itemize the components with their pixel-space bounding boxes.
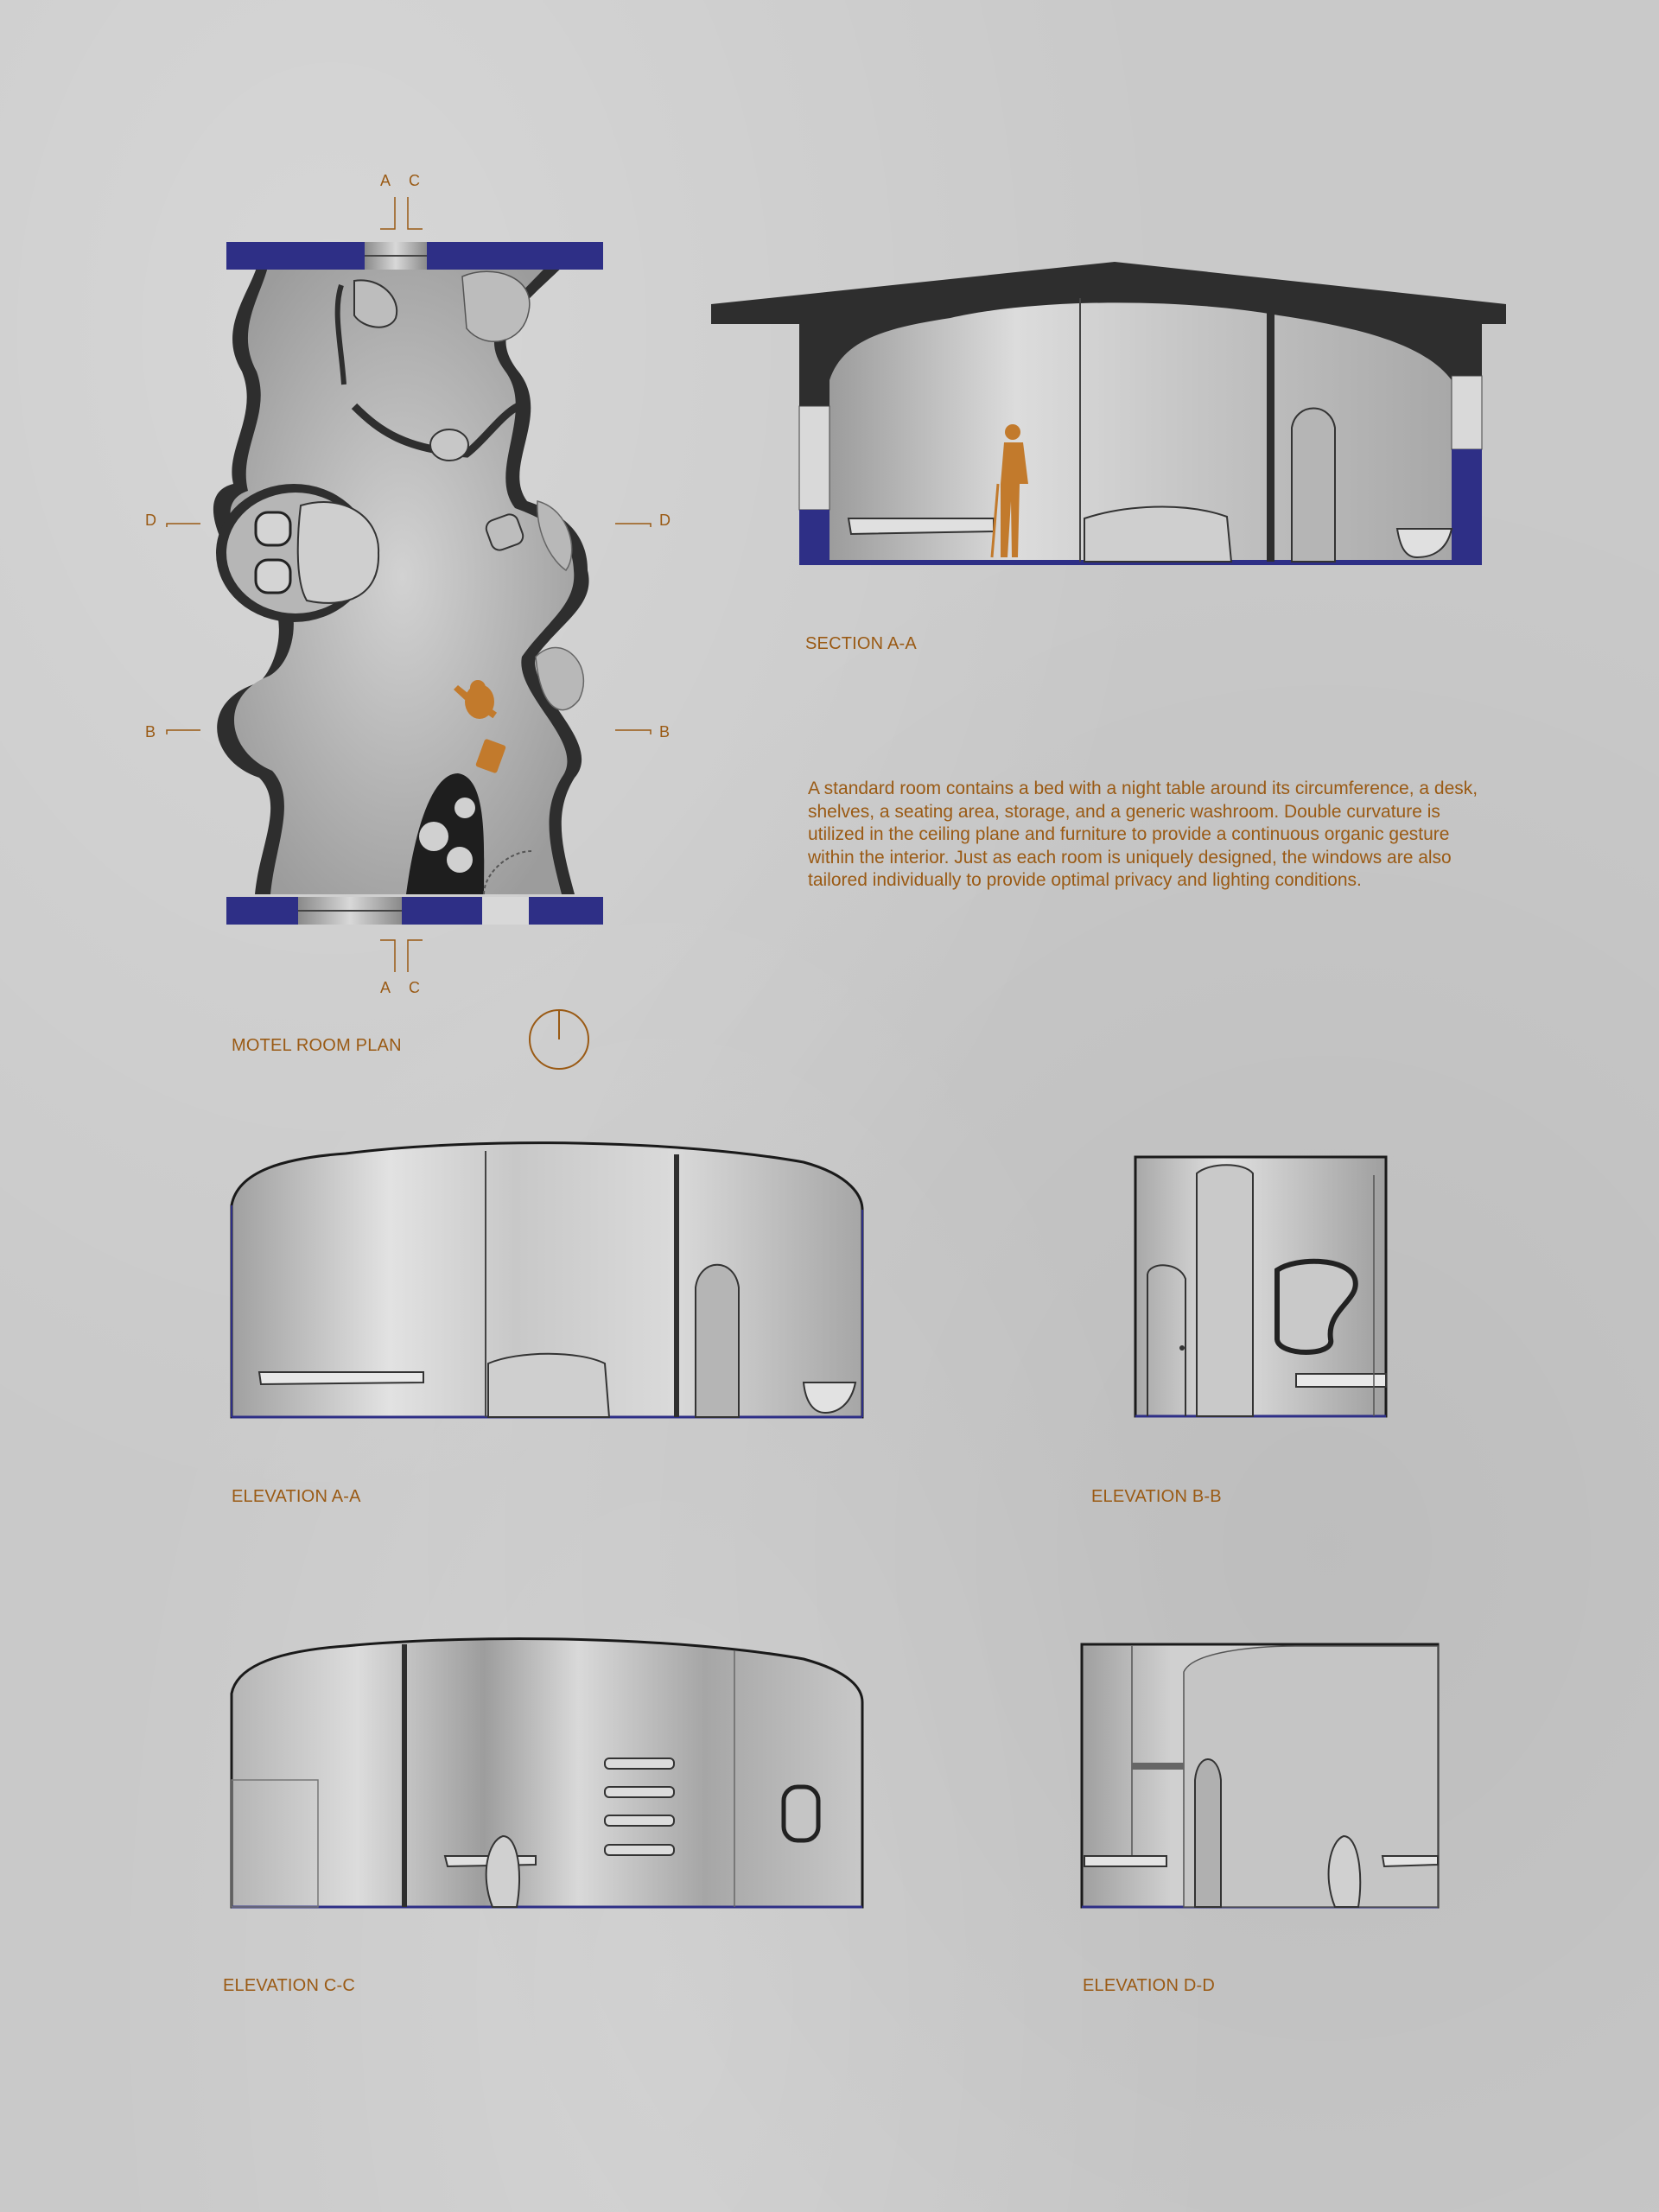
elevation-cc-window: [784, 1787, 818, 1840]
elevation-bb-title: ELEVATION B-B: [1091, 1487, 1222, 1506]
elevation-dd-chair: [1329, 1836, 1361, 1907]
plan-cut-a-top: A: [380, 172, 391, 189]
plan-cut-d-left: D: [145, 512, 156, 529]
elevation-aa-bed: [488, 1354, 609, 1417]
elevation-aa-drawing: [228, 1141, 868, 1421]
north-arrow-icon: [527, 1007, 591, 1071]
elevation-bb-drawing: [1132, 1154, 1391, 1421]
section-bed: [1084, 506, 1231, 562]
description-text: A standard room contains a bed with a night table around its circumference, a desk, shelves, a seating area, storage, and a generic washroom. Double curvature is utilized in the ceiling plane and furniture to provide a continuous organic gesture within the interior. Just as each room is uniquely designed, the windows are also tailored individually to provide optimal privacy and lighting conditions.: [808, 779, 1478, 890]
plan-cut-c-bottom: C: [409, 979, 420, 996]
plan-pillow-top: [256, 512, 290, 545]
elevation-cc-title: ELEVATION C-C: [223, 1976, 355, 1995]
plan-cut-d-right: D: [659, 512, 671, 529]
elevation-dd-drawing: [1078, 1640, 1441, 1912]
plan-bottom-wall: [226, 897, 603, 925]
elevation-dd-title: ELEVATION D-D: [1083, 1976, 1215, 1995]
plan-cut-a-bottom: A: [380, 979, 391, 996]
plan-cut-b-right: B: [659, 723, 671, 741]
section-aa-title: SECTION A-A: [805, 634, 917, 653]
plan-pillow-bottom: [256, 560, 290, 593]
plan-cut-b-left: B: [145, 723, 156, 741]
plan-basin: [430, 429, 468, 461]
plan-cut-c-top: C: [409, 172, 420, 189]
section-aa-drawing: [709, 259, 1508, 570]
plan-title: MOTEL ROOM PLAN: [232, 1036, 402, 1055]
elevation-cc-outline: [232, 1639, 862, 1907]
elevation-cc-chair: [486, 1836, 519, 1907]
elevation-aa-title: ELEVATION A-A: [232, 1487, 361, 1506]
motel-room-plan-drawing: [130, 168, 648, 998]
elevation-cc-drawing: [228, 1637, 868, 1910]
